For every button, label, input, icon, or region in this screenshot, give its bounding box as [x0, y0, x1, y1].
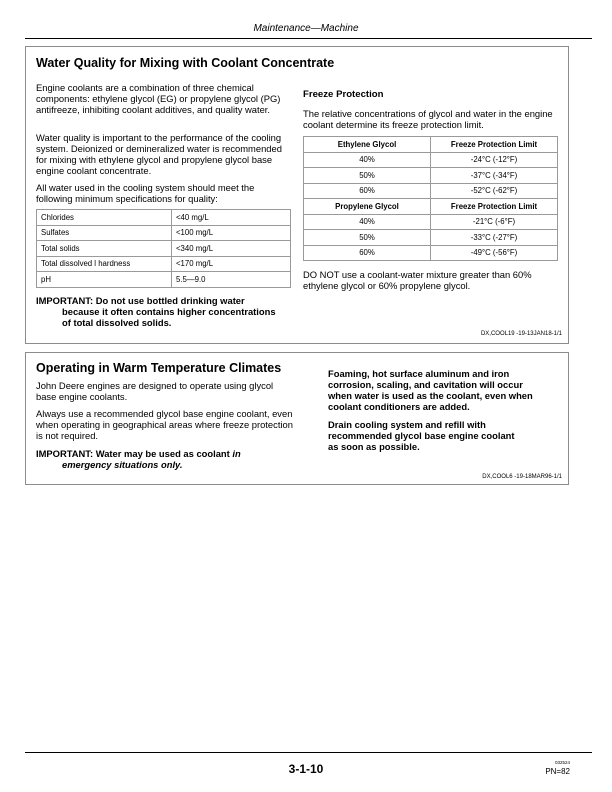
header-rule	[25, 38, 592, 39]
important-note	[36, 448, 298, 470]
corrosion-warning	[328, 368, 568, 412]
limit-header-cell: Freeze Protection Limit	[431, 199, 558, 215]
important-emphasis: emergency situations only.	[62, 459, 183, 470]
recommended-coolant-paragraph: Always use a recommended glycol base engine coolant, even when operating in geographical areas where freeze protection is not required.	[36, 408, 293, 441]
quality-name-cell: pH	[37, 272, 172, 288]
concentration-cell: 60%	[304, 183, 431, 199]
table-row	[37, 272, 291, 288]
intro-paragraph: Engine coolants are a combination of three chemical components: ethylene glycol (EG) or propylene glycol (PG) antifreeze, inhibiting coolant additives, and quality water.	[36, 82, 281, 115]
limit-cell: -37°C (-34°F)	[431, 168, 558, 184]
quality-name-cell: Total solids	[37, 241, 172, 257]
warning-line: Foaming, hot surface aluminum and iron	[328, 368, 510, 379]
water-quality-table	[36, 209, 291, 288]
warning-line: when water is used as the coolant, even when	[328, 390, 533, 401]
table-row	[37, 225, 291, 241]
limit-cell: -24°C (-12°F)	[431, 152, 558, 168]
limit-cell: -49°C (-56°F)	[431, 245, 558, 261]
freeze-protection-title: Freeze Protection	[303, 89, 384, 100]
quality-value-cell: <170 mg/L	[172, 256, 291, 272]
concentration-cell: 40%	[304, 214, 431, 230]
quality-value-cell: 5.5—9.0	[172, 272, 291, 288]
drain-line: Drain cooling system and refill with	[328, 419, 486, 430]
quality-name-cell: Total dissolved l hardness	[37, 256, 172, 272]
concentration-cell: 60%	[304, 245, 431, 261]
drain-refill-note	[328, 419, 568, 452]
warning-line: corrosion, scaling, and cavitation will occur	[328, 379, 523, 390]
limit-cell: -33°C (-27°F)	[431, 230, 558, 246]
table-row	[37, 256, 291, 272]
ethylene-header-row	[304, 137, 558, 153]
water-quality-section	[25, 46, 569, 344]
table-row	[304, 214, 558, 230]
freeze-note: DO NOT use a coolant-water mixture greater than 60% ethylene glycol or 60% propylene glycol.	[303, 269, 532, 291]
quality-value-cell: <40 mg/L	[172, 210, 291, 226]
important-note	[36, 295, 311, 328]
drain-line: as soon as possible.	[328, 441, 420, 452]
table-row	[304, 152, 558, 168]
table-row	[304, 183, 558, 199]
propylene-header-row	[304, 199, 558, 215]
table-row	[37, 210, 291, 226]
important-prefix: IMPORTANT: Water may be used as coolant	[36, 448, 233, 459]
pn-number: PN=82	[545, 767, 570, 776]
print-code: 032524	[554, 760, 570, 765]
quality-name-cell: Sulfates	[37, 225, 172, 241]
concentration-cell: 50%	[304, 168, 431, 184]
quality-value-cell: <340 mg/L	[172, 241, 291, 257]
important-in: in	[232, 448, 241, 459]
warm-climate-section	[25, 352, 569, 485]
warning-line: coolant conditioners are added.	[328, 401, 470, 412]
quality-value-cell: <100 mg/L	[172, 225, 291, 241]
section-title: Operating in Warm Temperature Climates	[36, 361, 282, 375]
table-row	[304, 245, 558, 261]
water-quality-paragraph: Water quality is important to the performance of the cooling system. Deionized or demineralized water is recommended for mixing with ethylene glycol and propylene glycol base engine coolant concentrate.	[36, 132, 282, 176]
drain-line: recommended glycol base engine coolant	[328, 430, 515, 441]
specs-intro-paragraph: All water used in the cooling system should meet the following minimum specifications for quality:	[36, 182, 255, 204]
limit-cell: -52°C (-62°F)	[431, 183, 558, 199]
page-number: 3-1-10	[288, 762, 324, 776]
running-header: Maintenance—Machine	[253, 23, 359, 34]
section-title: Water Quality for Mixing with Coolant Concentrate	[36, 56, 335, 70]
limit-cell: -21°C (-6°F)	[431, 214, 558, 230]
glycol-header-cell: Ethylene Glycol	[304, 137, 431, 153]
concentration-cell: 50%	[304, 230, 431, 246]
table-row	[37, 241, 291, 257]
glycol-header-cell: Propylene Glycol	[304, 199, 431, 215]
footer-rule	[25, 752, 592, 753]
glycol-paragraph: John Deere engines are designed to operate using glycol base engine coolants.	[36, 380, 274, 402]
important-line-2: because it often contains higher concentrations	[62, 306, 276, 317]
freeze-protection-paragraph: The relative concentrations of glycol and water in the engine coolant determine its freeze protection limit.	[303, 108, 553, 130]
quality-name-cell: Chlorides	[37, 210, 172, 226]
concentration-cell: 40%	[304, 152, 431, 168]
doc-code: DX,COOL19 -19-13JAN18-1/1	[480, 331, 562, 337]
limit-header-cell: Freeze Protection Limit	[431, 137, 558, 153]
important-line-1: IMPORTANT: Do not use bottled drinking water	[36, 295, 245, 306]
freeze-protection-table	[303, 136, 558, 261]
important-line-3: of total dissolved solids.	[62, 317, 172, 328]
doc-code: DX,COOL6 -19-18MAR96-1/1	[482, 474, 562, 480]
table-row	[304, 230, 558, 246]
table-row	[304, 168, 558, 184]
